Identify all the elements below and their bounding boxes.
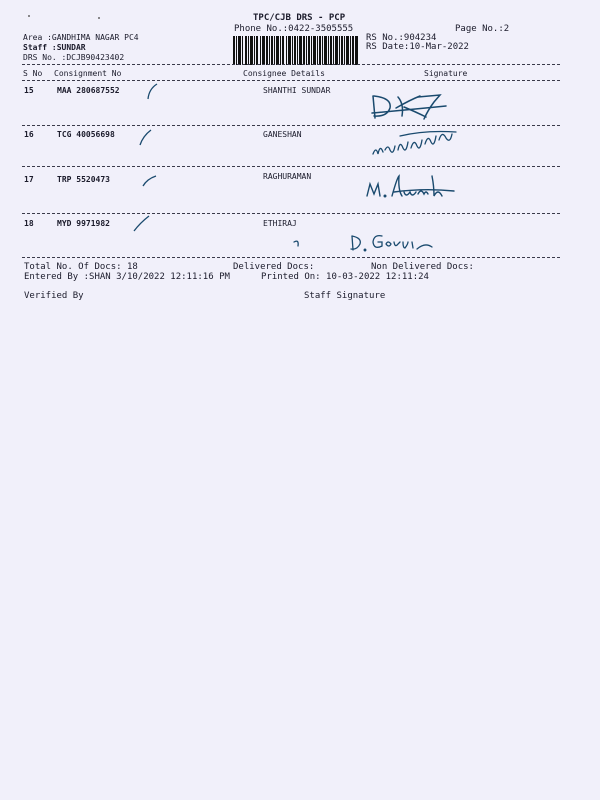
row-consignee: GANESHAN (263, 130, 302, 139)
row-consignment: TRP 5520473 (57, 175, 110, 184)
sheet-title: TPC/CJB DRS - PCP (253, 13, 346, 23)
row-rule (22, 166, 560, 167)
row-consignment: MYD 9971982 (57, 219, 110, 228)
recipient-signature-dk (368, 92, 452, 122)
entered-by: Entered By :SHAN 3/10/2022 12:11:16 PM (24, 272, 230, 282)
col-sno: S No (23, 69, 43, 78)
delivered-docs: Delivered Docs: (233, 262, 315, 272)
check-mark-icon (137, 129, 155, 147)
col-consignment: Consignment No (54, 69, 122, 78)
non-delivered-docs: Non Delivered Docs: (371, 262, 474, 272)
barcode (233, 36, 358, 65)
check-mark-icon (140, 174, 158, 188)
row-rule (22, 213, 560, 214)
row-consignment: MAA 280687552 (57, 86, 120, 95)
staff-label: Staff :SUNDAR (23, 43, 86, 52)
total-docs: Total No. Of Docs: 18 (24, 262, 138, 272)
recipient-signature-nagarajan (370, 128, 462, 160)
rs-number: RS No.:904234 (366, 33, 437, 43)
header-rule (22, 64, 560, 65)
area-label: Area :GANDHIMA NAGAR PC4 (23, 33, 139, 42)
row-sno: 16 (24, 130, 34, 139)
row-consignment: TCG 40056698 (57, 130, 115, 139)
col-consignee: Consignee Details (243, 69, 325, 78)
recipient-signature-d-gouri (290, 230, 440, 258)
staff-signature: Staff Signature (304, 291, 386, 301)
phone-number: Phone No.:0422-3505555 (234, 24, 354, 34)
scan-speck (98, 17, 100, 19)
row-consignee: RAGHURAMAN (263, 172, 312, 181)
header-rule (22, 80, 560, 81)
page-number: Page No.:2 (455, 24, 510, 34)
row-sno: 17 (24, 175, 34, 184)
row-sno: 18 (24, 219, 34, 228)
row-consignee: ETHIRAJ (263, 219, 297, 228)
check-mark-icon (145, 83, 161, 101)
printed-on: Printed On: 10-03-2022 12:11:24 (261, 272, 429, 282)
check-mark-icon (131, 215, 151, 233)
scan-speck (28, 15, 30, 17)
recipient-signature-m-lunk (364, 172, 458, 202)
col-signature: Signature (424, 69, 468, 78)
row-rule (22, 257, 560, 258)
rs-date: RS Date:10-Mar-2022 (366, 42, 469, 52)
row-consignee: SHANTHI SUNDAR (263, 86, 331, 95)
row-sno: 15 (24, 86, 34, 95)
row-rule (22, 125, 560, 126)
drs-number: DRS No. :DCJB90423402 (23, 53, 125, 62)
verified-by: Verified By (24, 291, 84, 301)
